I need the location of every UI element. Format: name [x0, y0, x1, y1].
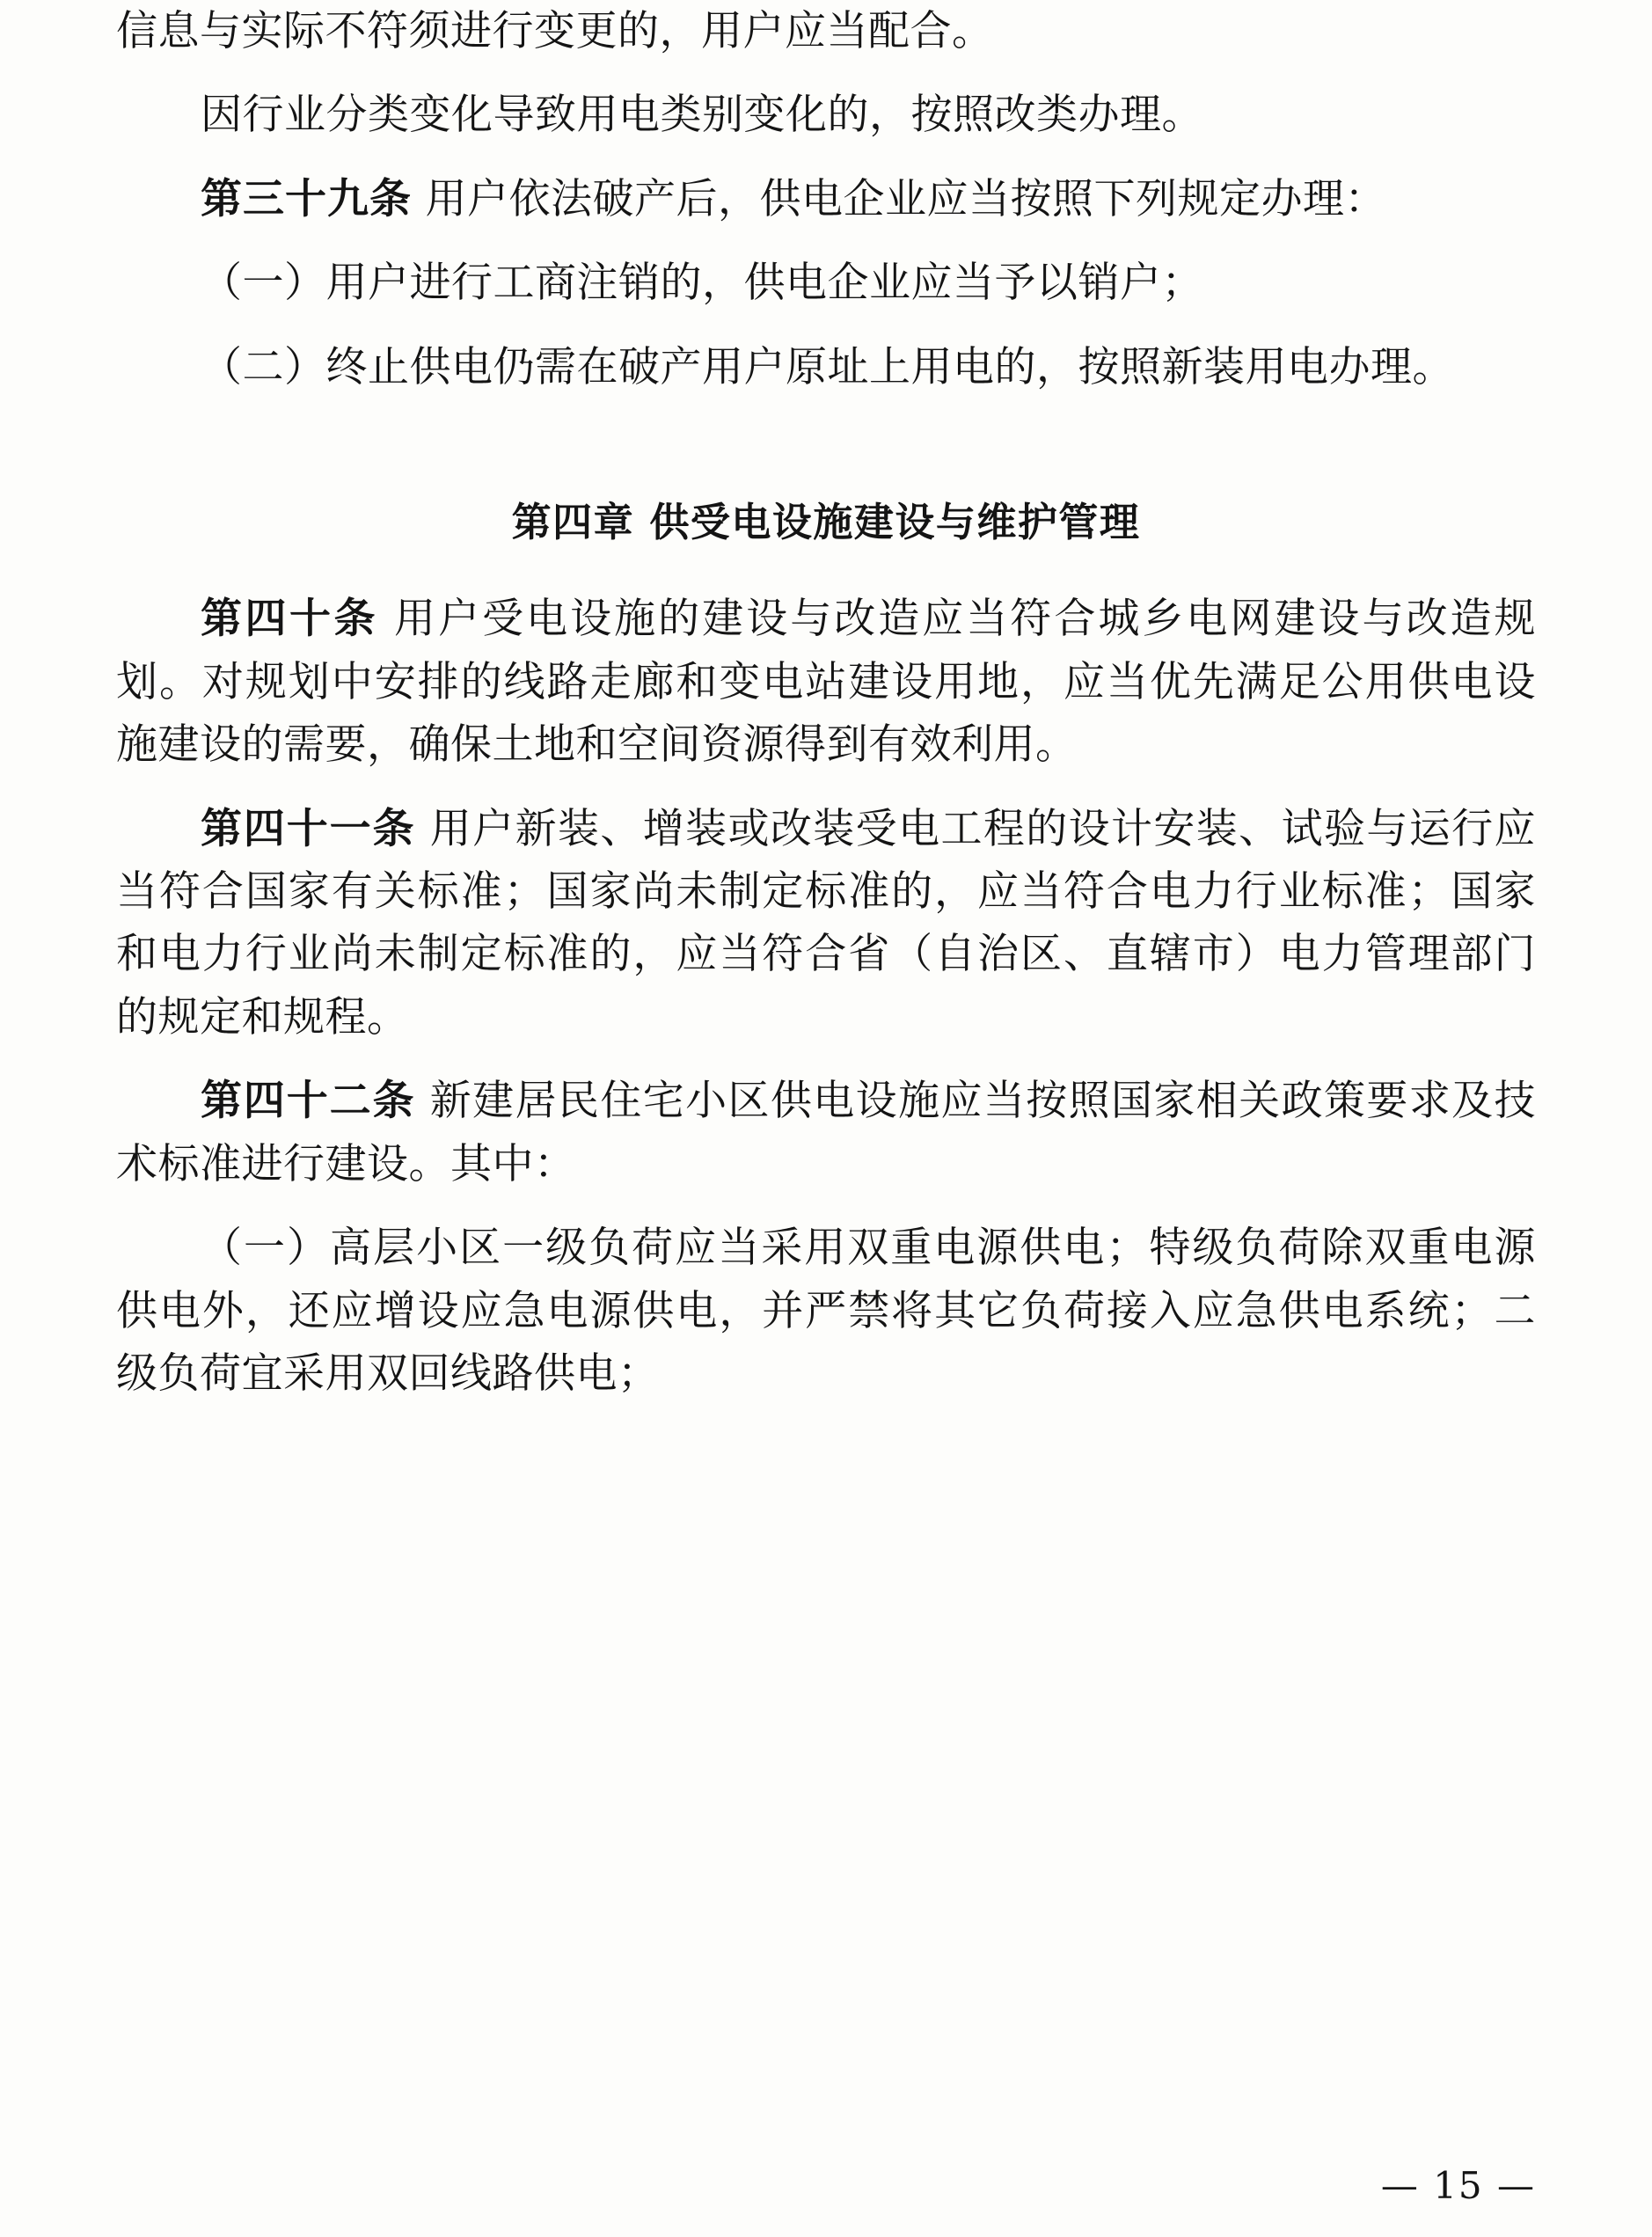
article-number-label: 第四十条 — [201, 595, 379, 644]
paragraph-text: （一）高层小区一级负荷应当采用双重电源供电；特级负荷除双重电源供电外，还应增设应急电源供电，并严禁将其它负荷接入应急供电系统；二级负荷宜采用双回线路供电； — [116, 1224, 1536, 1398]
paragraph-article-41 — [116, 798, 1536, 1049]
article-number-label: 第三十九条 — [201, 174, 412, 223]
page-number: — 15 — — [1380, 2164, 1536, 2207]
paragraph-continued — [116, 0, 1536, 62]
paragraph-text: 用户受电设施的建设与改造应当符合城乡电网建设与改造规划。对规划中安排的线路走廊和变电站建设用地，应当优先满足公用供电设施建设的需要，确保土地和空间资源得到有效利用。 — [116, 595, 1537, 770]
paragraph-text: 用户新装、增装或改装受电工程的设计安装、试验与运行应当符合国家有关标准；国家尚未制定标准的，应当符合电力行业标准；国家和电力行业尚未制定标准的，应当符合省（自治区、直辖市）电力管理部门的规定和规程。 — [116, 804, 1537, 1042]
paragraph-article-39-item-2 — [116, 336, 1536, 398]
paragraph-article-42-item-1 — [116, 1217, 1536, 1405]
paragraph-text: 信息与实际不符须进行变更的，用户应当配合。 — [116, 7, 994, 55]
paragraph-article-40 — [116, 588, 1536, 776]
paragraph-text: 用户依法破产后，供电企业应当按照下列规定办理： — [425, 174, 1386, 223]
paragraph-industry-change — [116, 84, 1536, 146]
paragraph-article-42 — [116, 1070, 1536, 1195]
paragraph-article-39 — [116, 168, 1536, 230]
paragraph-text: 新建居民住宅小区供电设施应当按照国家相关政策要求及技术标准进行建设。其中： — [116, 1077, 1537, 1188]
article-number-label: 第四十一条 — [201, 804, 416, 853]
chapter-heading: 第四章 供受电设施建设与维护管理 — [511, 499, 1141, 546]
paragraph-text: 因行业分类变化导致用电类别变化的，按照改类办理。 — [201, 91, 1203, 140]
article-number-label: 第四十二条 — [201, 1077, 416, 1126]
paragraph-article-39-item-1 — [116, 252, 1536, 314]
paragraph-text: （二）终止供电仍需在破产用户原址上用电的，按照新装用电办理。 — [201, 342, 1454, 391]
paragraph-text: （一）用户进行工商注销的，供电企业应当予以销户； — [201, 259, 1203, 308]
